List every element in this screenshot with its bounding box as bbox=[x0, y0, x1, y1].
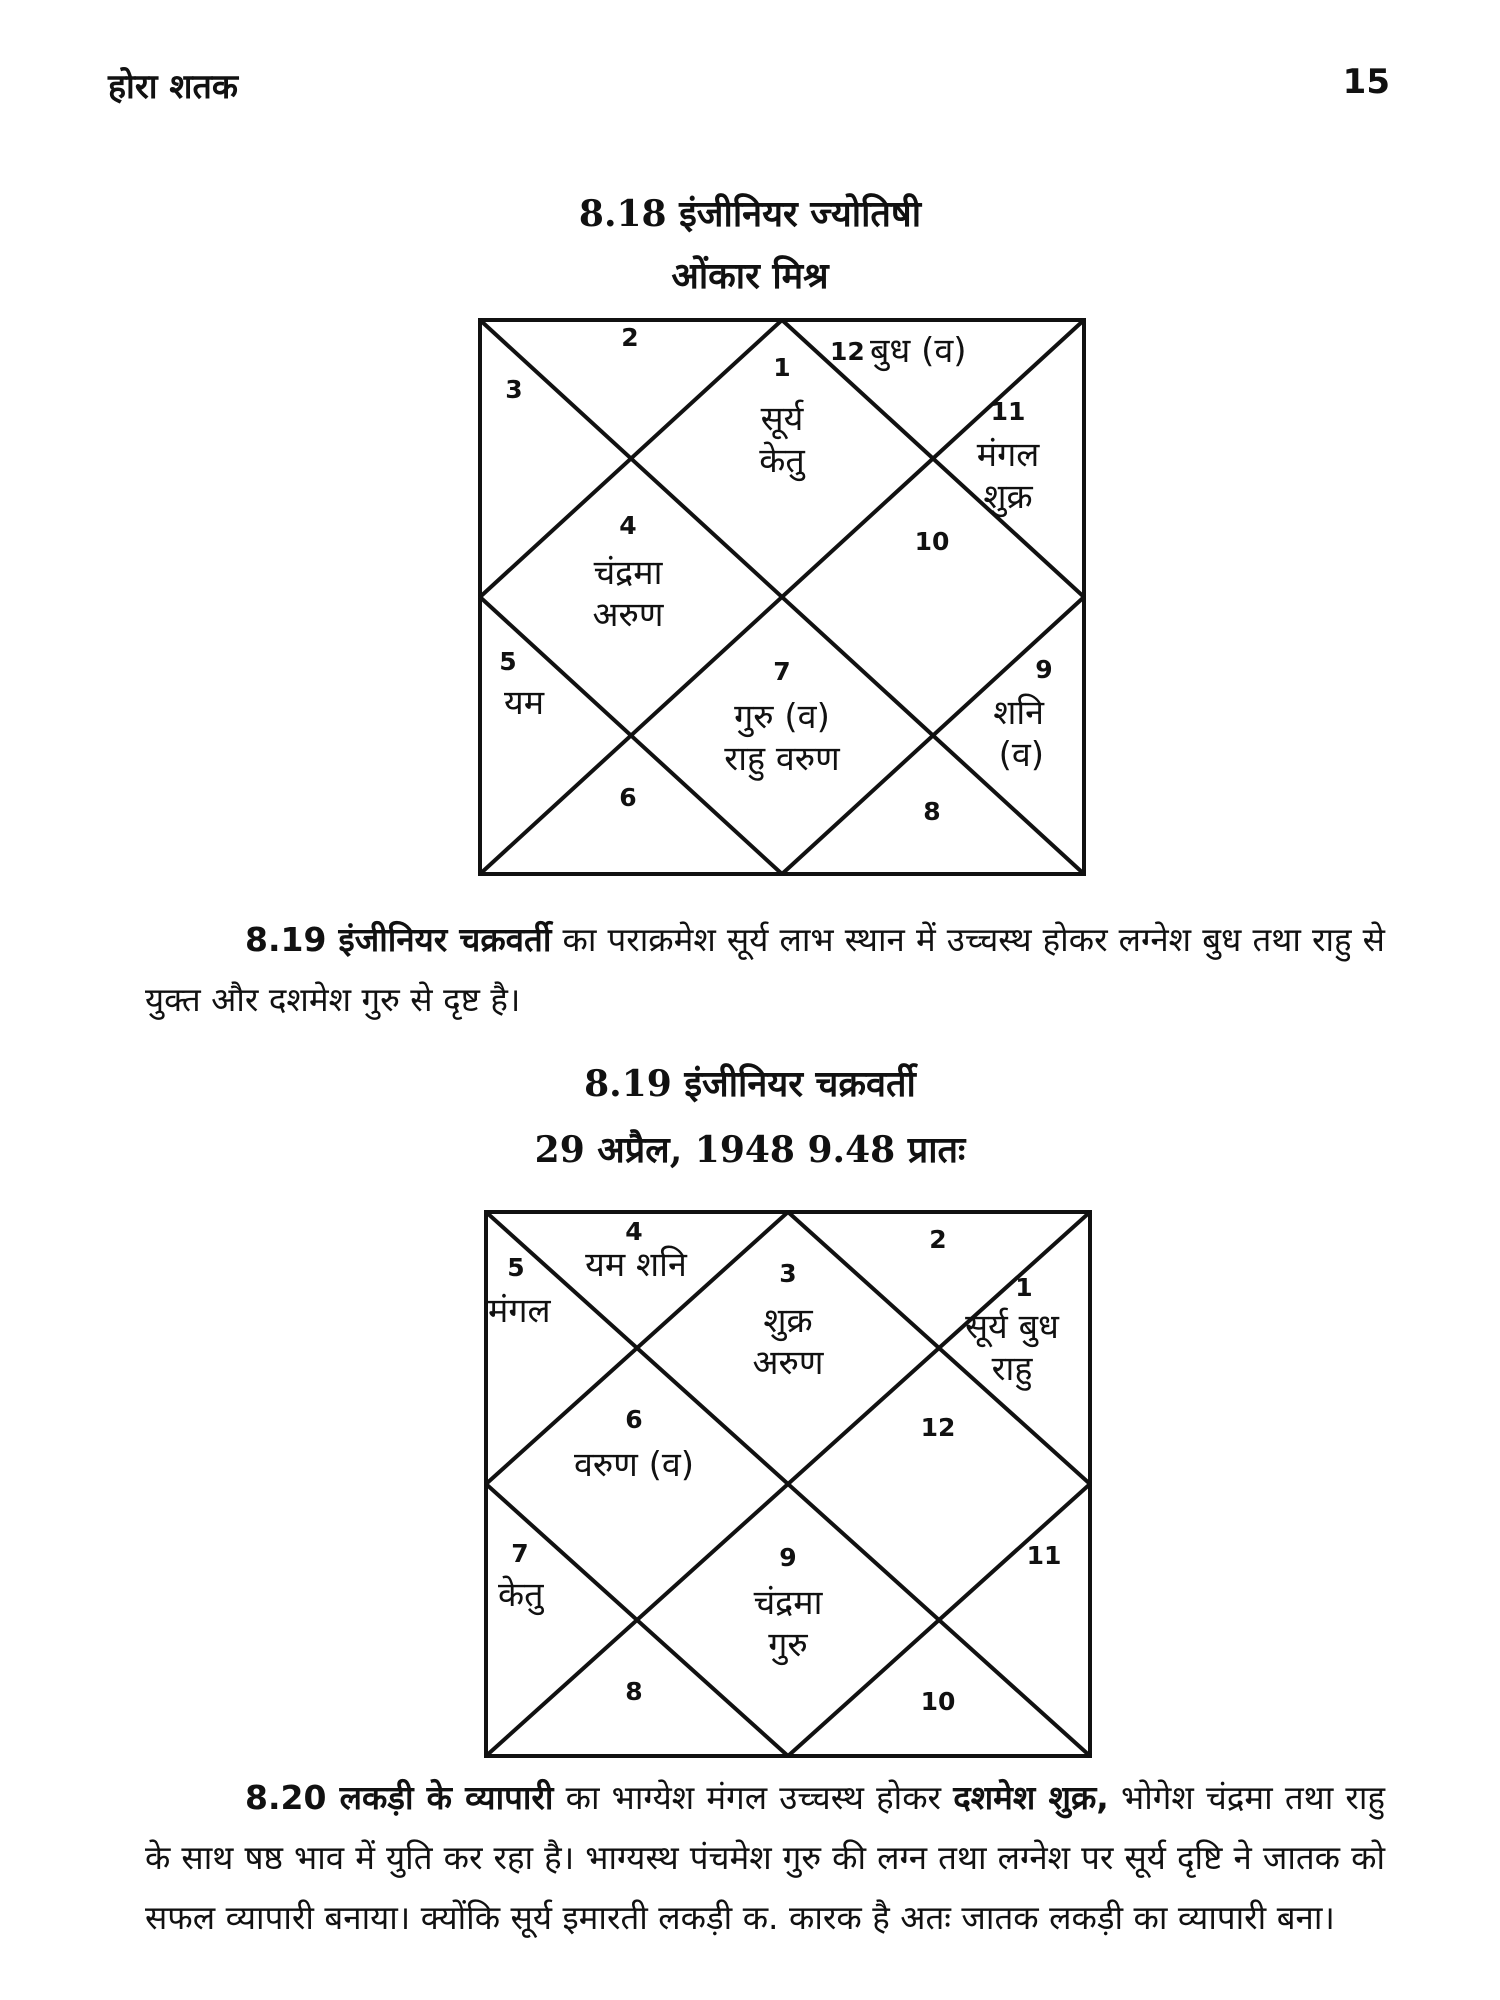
house-planet: शुक्र bbox=[983, 477, 1033, 517]
house-number: 2 bbox=[929, 1225, 947, 1254]
house-number: 6 bbox=[619, 783, 637, 812]
house-planet: अरुण bbox=[752, 1343, 824, 1383]
house-number: 3 bbox=[779, 1259, 797, 1288]
house-number: 7 bbox=[773, 657, 791, 686]
house-12 bbox=[830, 331, 967, 372]
house-number: 2 bbox=[621, 323, 639, 352]
house-6 bbox=[619, 783, 636, 812]
house-planet: वरुण (व) bbox=[573, 1445, 695, 1485]
house-3 bbox=[505, 375, 522, 404]
house-12 bbox=[921, 1413, 956, 1442]
house-number: 10 bbox=[920, 1687, 956, 1716]
house-number: 9 bbox=[1035, 655, 1053, 684]
house-9 bbox=[754, 1543, 824, 1666]
house-number: 12 bbox=[920, 1413, 956, 1442]
house-number: 1 bbox=[773, 353, 791, 382]
house-number: 4 bbox=[625, 1217, 643, 1246]
house-10 bbox=[921, 1687, 956, 1716]
house-planet: शनि bbox=[993, 693, 1044, 733]
house-planet: केतु bbox=[759, 441, 805, 481]
chart2-subheading: 29 अप्रैल, 1948 9.48 प्रातः bbox=[534, 1129, 966, 1171]
birth-chart-2 bbox=[484, 1210, 1092, 1758]
house-planet: सूर्य bbox=[760, 399, 804, 439]
paragraph-8-20-body-1: का भाग्येश मंगल उच्चस्थ होकर bbox=[553, 1778, 954, 1817]
house-4 bbox=[585, 1217, 688, 1285]
house-planet: केतु bbox=[498, 1575, 544, 1615]
house-11 bbox=[977, 397, 1040, 518]
house-number: 8 bbox=[625, 1677, 643, 1706]
house-planet: यम bbox=[504, 683, 545, 723]
house-number: 4 bbox=[619, 511, 637, 540]
running-head: होरा शतक bbox=[108, 67, 239, 107]
paragraph-8-19-lead: 8.19 इंजीनियर चक्रवर्ती bbox=[245, 920, 552, 959]
house-1 bbox=[965, 1273, 1060, 1391]
house-number: 6 bbox=[625, 1405, 643, 1434]
house-planet: मंगल bbox=[488, 1291, 551, 1331]
chart1-heading: 8.18 इंजीनियर ज्योतिषी bbox=[578, 193, 922, 235]
house-planet: शुक्र bbox=[763, 1301, 813, 1341]
house-2 bbox=[929, 1225, 946, 1254]
house-number: 11 bbox=[1026, 1541, 1062, 1570]
house-1 bbox=[759, 353, 805, 482]
house-10 bbox=[915, 527, 950, 556]
house-number: 10 bbox=[914, 527, 950, 556]
house-planet: चंद्रमा bbox=[753, 1583, 823, 1623]
paragraph-8-20-body-2: भोगेश चंद्रमा तथा राहु के साथ षष्ठ भाव में युति कर रहा है। भाग्यस्थ पंचमेश गुरु की लग्न तथा लग्नेश पर सूर्य दृष्टि ने जातक को सफल व्यापारी बनाया। क्योंकि सूर्य इमारती लकड़ी क. कारक है अतः जातक लकड़ी का व्यापारी बना। bbox=[145, 1778, 1385, 1937]
chart2-heading: 8.19 इंजीनियर चक्रवर्ती bbox=[584, 1063, 916, 1105]
house-8 bbox=[923, 797, 940, 826]
house-number: 7 bbox=[511, 1539, 529, 1568]
paragraph-8-19-body: का पराक्रमेश सूर्य लाभ स्थान में उच्चस्थ होकर लग्नेश बुध तथा राहु से युक्त और दशमेश गुरु से दृष्ट है। bbox=[145, 920, 1385, 1019]
house-6 bbox=[574, 1405, 694, 1485]
house-number: 3 bbox=[505, 375, 523, 404]
paragraph-8-20-lead: 8.20 लकड़ी के व्यापारी bbox=[245, 1778, 554, 1817]
birth-chart-1 bbox=[478, 318, 1086, 876]
house-number: 9 bbox=[779, 1543, 797, 1572]
house-3 bbox=[753, 1259, 825, 1383]
house-7 bbox=[498, 1539, 544, 1616]
house-8 bbox=[625, 1677, 642, 1706]
house-planet: यम शनि bbox=[585, 1245, 687, 1285]
paragraph-8-20 bbox=[145, 1768, 1385, 1948]
house-planet: (व) bbox=[998, 735, 1044, 775]
house-planet: बुध (व) bbox=[870, 331, 967, 371]
house-5 bbox=[499, 647, 544, 723]
house-planet: अरुण bbox=[592, 595, 664, 635]
house-7 bbox=[724, 657, 841, 781]
house-number: 5 bbox=[499, 647, 517, 676]
house-number: 11 bbox=[990, 397, 1026, 426]
house-planet: गुरु (व) bbox=[734, 697, 830, 737]
house-number: 12 bbox=[830, 337, 865, 366]
house-planet: चंद्रमा bbox=[593, 553, 663, 593]
house-number: 8 bbox=[923, 797, 941, 826]
paragraph-8-19 bbox=[145, 910, 1385, 1030]
house-number: 5 bbox=[507, 1253, 525, 1282]
house-planet: गुरु bbox=[768, 1625, 808, 1665]
house-planet: मंगल bbox=[976, 435, 1040, 475]
house-planet: राहु वरुण bbox=[724, 739, 840, 779]
paragraph-8-20-emphasis: दशमेश शुक्र, bbox=[953, 1778, 1109, 1817]
house-2 bbox=[621, 323, 638, 352]
house-11 bbox=[1027, 1541, 1062, 1570]
chart1-subheading: ओंकार मिश्र bbox=[671, 255, 829, 297]
house-planet: सूर्य बुध bbox=[965, 1307, 1059, 1347]
house-number: 1 bbox=[1015, 1273, 1033, 1302]
page-number: 15 bbox=[1342, 62, 1390, 102]
house-planet: राहु bbox=[991, 1349, 1033, 1389]
house-4 bbox=[593, 511, 665, 635]
